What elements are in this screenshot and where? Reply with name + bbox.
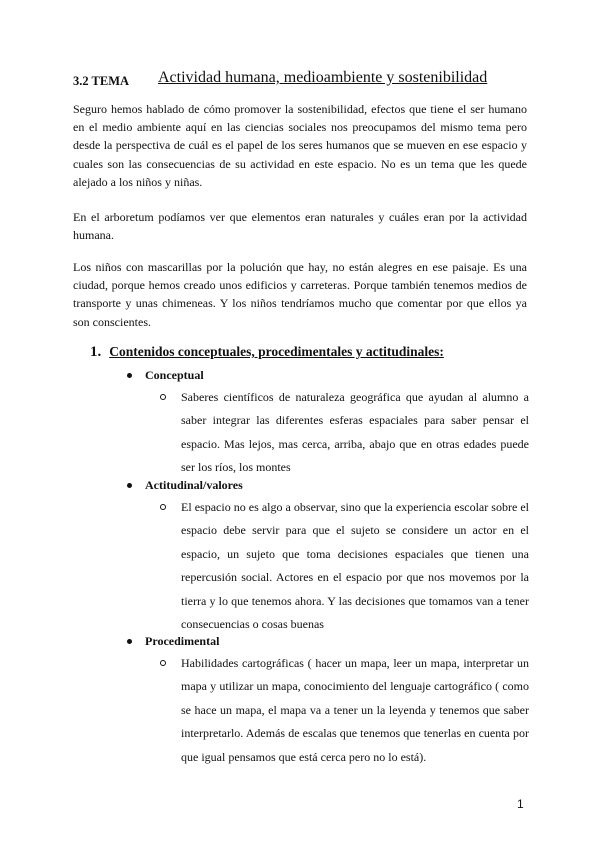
topic-title: Actividad humana, medioambiente y sostenibilidad	[158, 69, 488, 86]
bullet-conceptual	[127, 368, 527, 386]
section-heading	[90, 343, 530, 361]
bullet-actitudinal	[127, 478, 527, 496]
subitem-text: Saberes científicos de naturaleza geográfica que ayudan al alumno a saber integrar las diferentes esferas espaciales para saber pensar el espacio. Mas lejos, mas cerca, arriba, abajo que en otras edades puede ser los ríos, los montes	[181, 390, 529, 475]
bullet-label: Conceptual	[145, 368, 204, 382]
bullet-dot-icon	[127, 483, 132, 488]
bullet-dot-icon	[127, 639, 132, 644]
subitem-text: Habilidades cartográficas ( hacer un mapa, leer un mapa, interpretar un mapa y utilizar un mapa, conocimiento del lenguaje cartográfico ( como se hace un mapa, el mapa va a tener un la leyenda y tenemos que saber interpretarlo. Además de escalas que tenemos que tenerlas en cuenta por que igual pensamos que está cerca pero no lo está).	[181, 656, 529, 764]
section-number: 1.	[90, 344, 102, 360]
topic-heading	[73, 69, 533, 91]
paragraph-arboretum: En el arboretum podíamos ver que elementos eran naturales y cuáles eran por la actividad humana.	[73, 210, 527, 243]
bullet-procedimental	[127, 634, 527, 652]
section-title: Contenidos conceptuales, procedimentales y actitudinales:	[109, 344, 444, 359]
topic-number: 3.2 TEMA	[73, 74, 130, 88]
subitem-text: El espacio no es algo a observar, sino que la experiencia escolar sobre el espacio debe servir para que el sujeto se considere un actor en el espacio, un sujeto que toma decisiones espaciales que tienen una repercusión social. Actores en el espacio por que nos movemos por la tierra y lo que tenemos ahora. Y las decisiones que tomamos van a tener consecuencias o cosas buenas	[181, 500, 529, 632]
sub-bullet-circle-icon	[160, 660, 166, 666]
page-number: 1	[517, 797, 524, 811]
bullet-label: Procedimental	[145, 634, 220, 648]
paragraph-mascarillas: Los niños con mascarillas por la polución que hay, no están alegres en ese paisaje. Es una ciudad, porque hemos creado unos edificios y carreteras. Porque también tenemos medios de transporte y unas chimeneas. Y los niños tendríamos mucho que comentar por que ellos ya son conscientes.	[73, 260, 527, 329]
paragraph-intro: Seguro hemos hablado de cómo promover la sostenibilidad, efectos que tiene el ser humano en el medio ambiente aquí en las ciencias sociales nos preocupamos del mismo tema pero desde la perspectiva de cuál es el papel de los seres humanos que se mueven en ese espacio y cuales son las consecuencias de su actividad en este espacio. No es un tema que les quede alejado a los niños y niñas.	[73, 102, 527, 189]
bullet-dot-icon	[127, 373, 132, 378]
sub-bullet-circle-icon	[160, 394, 166, 400]
sub-bullet-circle-icon	[160, 504, 166, 510]
bullet-label: Actitudinal/valores	[145, 478, 243, 492]
